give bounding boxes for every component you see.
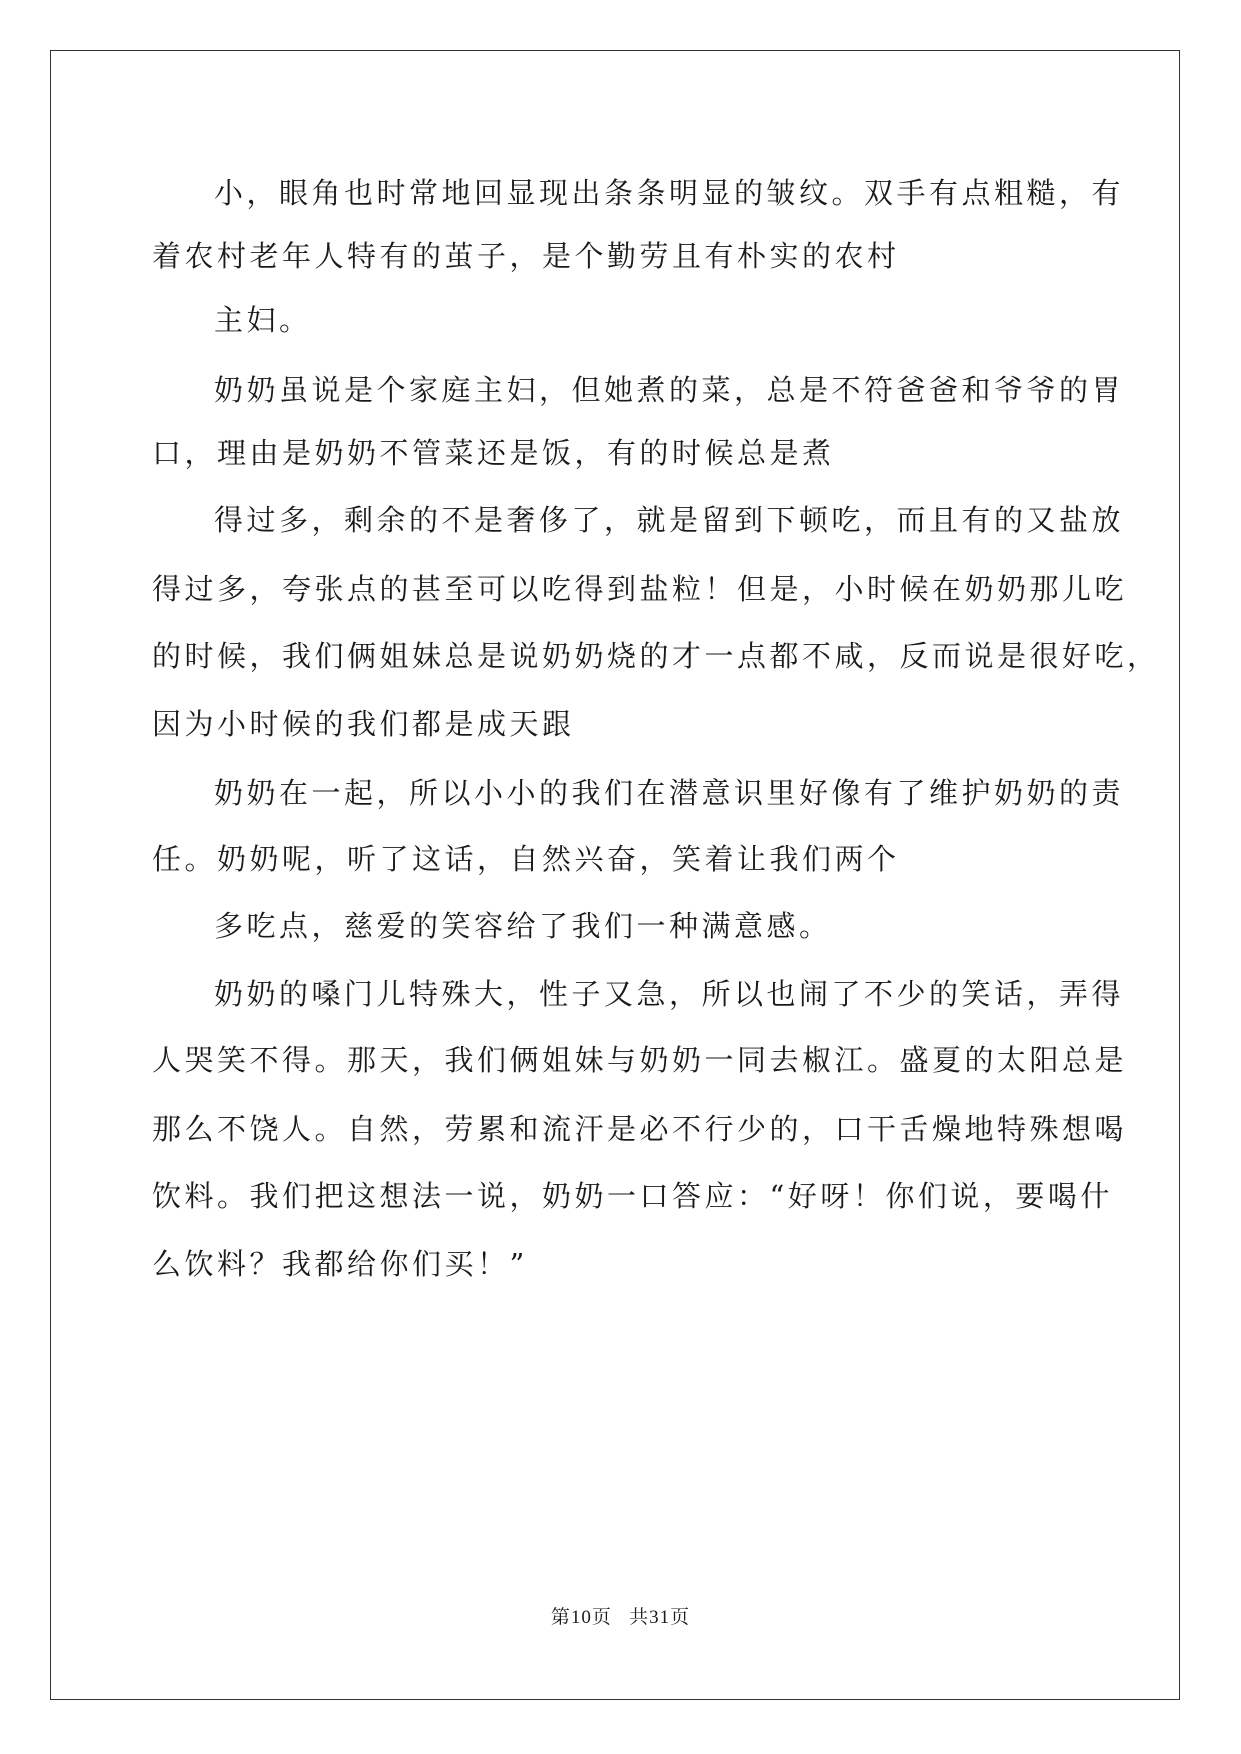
- text-line-7: 得过多，夸张点的甚至可以吃得到盐粒！但是，小时候在奶奶那儿吃: [152, 572, 1128, 606]
- page-number-footer: 第10页 共31页: [550, 1607, 691, 1628]
- text-line-4: 奶奶虽说是个家庭主妇，但她煮的菜，总是不符爸爸和爷爷的胃: [214, 373, 1125, 407]
- text-line-11: 任。奶奶呢，听了这话，自然兴奋，笑着让我们两个: [152, 842, 900, 876]
- text-line-10: 奶奶在一起，所以小小的我们在潜意识里好像有了维护奶奶的责: [214, 776, 1125, 810]
- text-line-6: 得过多，剩余的不是奢侈了，就是留到下顿吃，而且有的又盐放: [214, 503, 1125, 537]
- text-line-3: 主妇。: [214, 303, 312, 337]
- text-line-15: 那么不饶人。自然，劳累和流汗是必不行少的，口干舌燥地特殊想喝: [152, 1112, 1128, 1146]
- text-line-9: 因为小时候的我们都是成天跟: [152, 707, 575, 741]
- text-line-16: 饮料。我们把这想法一说，奶奶一口答应：“好呀！你们说，要喝什: [152, 1179, 1113, 1213]
- text-line-12: 多吃点，慈爱的笑容给了我们一种满意感。: [214, 909, 832, 943]
- text-line-8: 的时候，我们俩姐妹总是说奶奶烧的才一点都不咸，反而说是很好吃，: [152, 639, 1160, 673]
- text-line-1: 小，眼角也时常地回显现出条条明显的皱纹。双手有点粗糙，有: [214, 176, 1125, 210]
- text-line-14: 人哭笑不得。那天，我们俩姐妹与奶奶一同去椒江。盛夏的太阳总是: [152, 1043, 1128, 1077]
- text-line-2: 着农村老年人特有的茧子，是个勤劳且有朴实的农村: [152, 239, 900, 273]
- text-line-13: 奶奶的嗓门儿特殊大，性子又急，所以也闹了不少的笑话，弄得: [214, 977, 1125, 1011]
- text-line-17: 么饮料？我都给你们买！”: [152, 1247, 528, 1281]
- text-line-5: 口，理由是奶奶不管菜还是饭，有的时候总是煮: [152, 436, 835, 470]
